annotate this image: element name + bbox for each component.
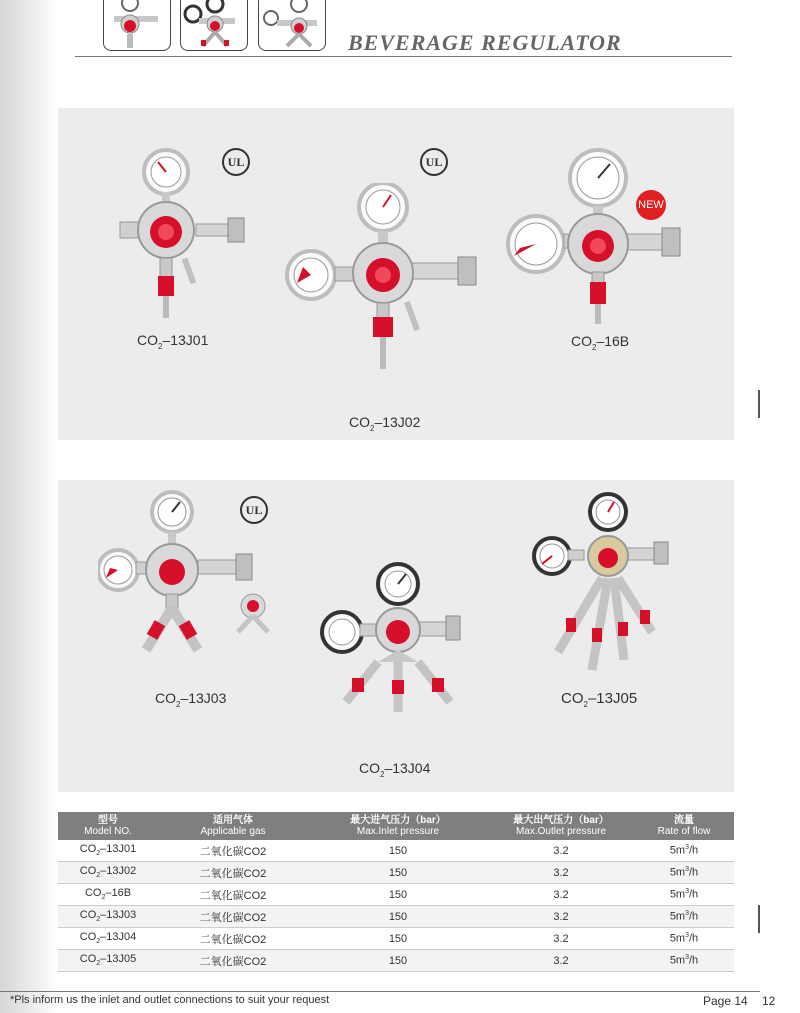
header-outlet: 最大出气压力（bar） Max.Outlet pressure — [488, 812, 634, 840]
regulator-13j01-image — [116, 148, 256, 338]
cell-gas: 二氧化碳CO2 — [158, 906, 308, 928]
cell-inlet: 150 — [308, 862, 488, 884]
product-label-13j01: $CO_2-13J01$ — [137, 332, 209, 351]
cell-model: $CO_2-13J05$ — [58, 950, 158, 972]
page-number: Page 14 — [703, 994, 748, 1008]
product-panel-1 — [58, 108, 734, 440]
cell-model: $CO_2-13J01$ — [58, 840, 158, 862]
header-divider — [75, 56, 732, 57]
header-gas: 适用气体 Applicable gas — [158, 812, 308, 840]
footer-note: *Pls inform us the inlet and outlet connections to suit your request — [10, 994, 330, 1006]
page-edge-mark — [758, 905, 760, 933]
ul-certification-icon: UL — [222, 148, 250, 176]
page-binding-shadow — [0, 0, 58, 1013]
cell-gas: 二氧化碳CO2 — [158, 884, 308, 906]
page-edge-mark — [758, 390, 760, 418]
cell-flow: $5m^3/h$ — [634, 950, 734, 972]
cell-flow: $5m^3/h$ — [634, 928, 734, 950]
cell-flow: $5m^3/h$ — [634, 862, 734, 884]
cell-inlet: 150 — [308, 906, 488, 928]
cell-inlet: 150 — [308, 884, 488, 906]
cell-outlet: 3.2 — [488, 906, 634, 928]
regulator-13j05-image — [528, 492, 678, 682]
table-row — [58, 928, 734, 950]
product-label-13j03: $CO_2-13J03$ — [155, 690, 227, 709]
table-header-row — [58, 812, 734, 840]
header-thumbnail-3 — [258, 0, 326, 51]
ul-certification-icon: UL — [420, 148, 448, 176]
cell-outlet: 3.2 — [488, 884, 634, 906]
table-row — [58, 862, 734, 884]
cell-gas: 二氧化碳CO2 — [158, 950, 308, 972]
cell-inlet: 150 — [308, 840, 488, 862]
cell-flow: $5m^3/h$ — [634, 906, 734, 928]
product-label-16b: $CO_2-16B$ — [571, 333, 630, 352]
product-panel-2 — [58, 480, 734, 792]
table-row — [58, 840, 734, 862]
cell-outlet: 3.2 — [488, 862, 634, 884]
section-tab-number: 12 — [762, 994, 776, 1008]
cell-outlet: 3.2 — [488, 950, 634, 972]
table-row — [58, 950, 734, 972]
header-model: 型号 Model NO. — [58, 812, 158, 840]
cell-flow: $5m^3/h$ — [634, 884, 734, 906]
product-label-13j04: $CO_2-13J04$ — [359, 760, 431, 779]
cell-inlet: 150 — [308, 928, 488, 950]
cell-gas: 二氧化碳CO2 — [158, 928, 308, 950]
header-flow: 流量 Rate of flow — [634, 812, 734, 840]
cell-outlet: 3.2 — [488, 840, 634, 862]
regulator-16b-image — [506, 148, 696, 338]
product-label-13j02: $CO_2-13J02$ — [349, 414, 421, 433]
cell-model: $CO_2-13J04$ — [58, 928, 158, 950]
cell-model: $CO_2-13J03$ — [58, 906, 158, 928]
regulator-13j04-image — [318, 562, 468, 722]
table-row — [58, 884, 734, 906]
new-badge: NEW — [636, 190, 666, 220]
cell-outlet: 3.2 — [488, 928, 634, 950]
cell-gas: 二氧化碳CO2 — [158, 840, 308, 862]
cell-model: $CO_2-13J02$ — [58, 862, 158, 884]
ul-certification-icon: UL — [240, 496, 268, 524]
cell-inlet: 150 — [308, 950, 488, 972]
cell-gas: 二氧化碳CO2 — [158, 862, 308, 884]
regulator-13j02-image — [283, 183, 493, 378]
table-row — [58, 906, 734, 928]
product-label-13j05: $CO_2-13J05$ — [561, 690, 638, 709]
page-title: BEVERAGE REGULATOR — [348, 30, 622, 55]
header-inlet: 最大进气压力（bar） Max.Inlet pressure — [308, 812, 488, 840]
header-thumbnail-2 — [180, 0, 248, 51]
cell-flow: $5m^3/h$ — [634, 840, 734, 862]
header-thumbnail-1 — [103, 0, 171, 51]
regulator-13j03-detail-image — [228, 586, 278, 636]
specification-table — [58, 812, 734, 972]
cell-model: $CO_2-16B$ — [58, 884, 158, 906]
footer-divider — [0, 991, 760, 992]
